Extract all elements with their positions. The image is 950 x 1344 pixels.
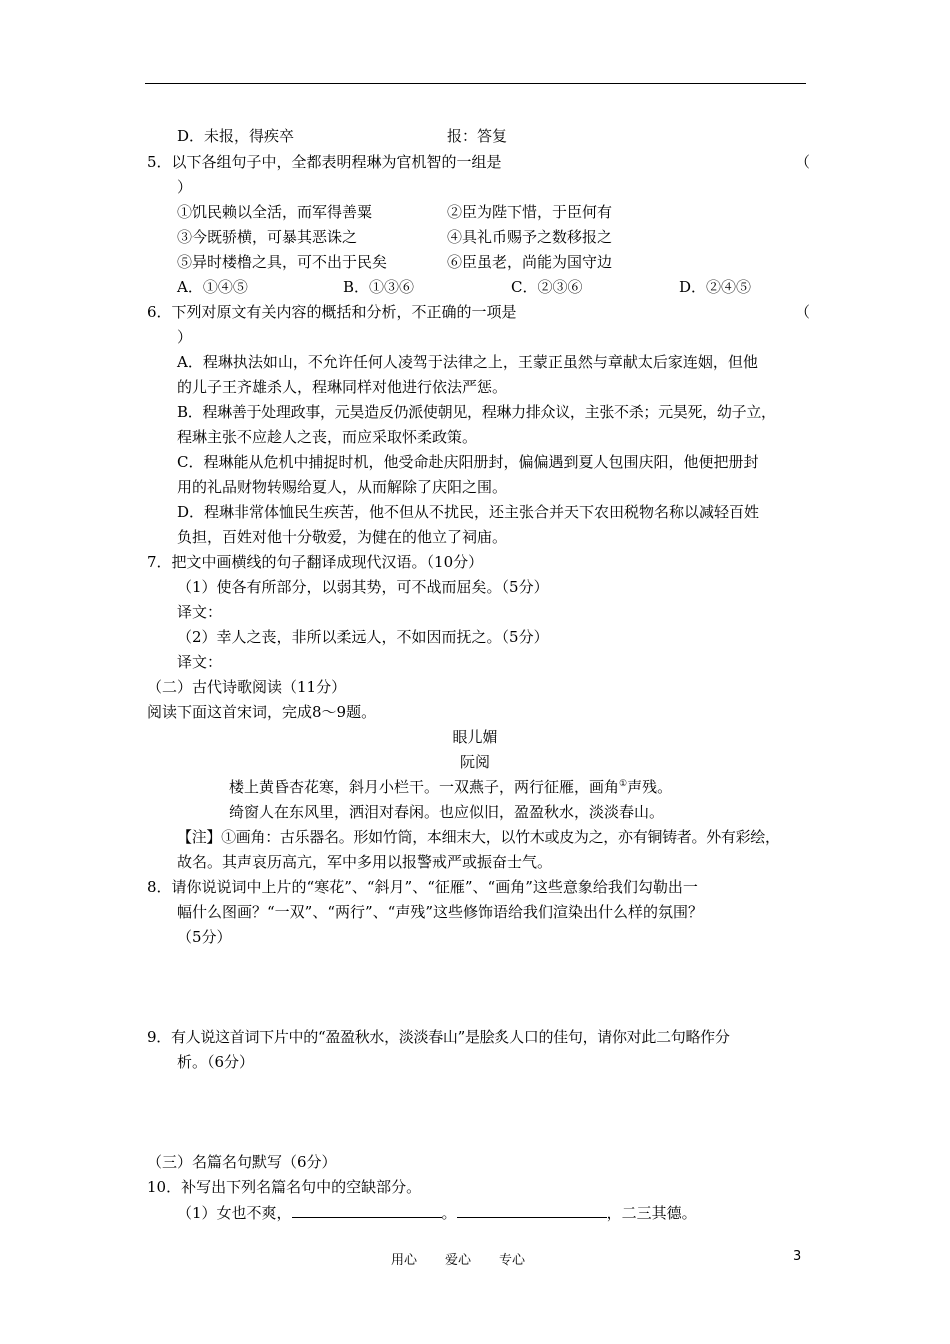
q8-line-1: 8．请你说说词中上片的“寒花”、“斜月”、“征雁”、“画角”这些意象给我们勾勒出一 (147, 878, 698, 896)
q5-item-1: ①饥民赖以全活，而军得善粟 (177, 203, 373, 221)
q5-answer-paren-close: ） (177, 178, 193, 196)
q10-blank-1[interactable] (292, 1202, 442, 1218)
footer-word-3: 专心 (499, 1253, 526, 1268)
footer-word-1: 用心 (391, 1253, 418, 1268)
q5-item-6: ⑥臣虽老，尚能为国守边 (447, 253, 613, 271)
q9-line-1: 9．有人说这首词下片中的“盈盈秋水，淡淡春山”是脍炙人口的佳句，请你对此二句略作分 (147, 1028, 730, 1046)
q6-option-d: D．程琳非常体恤民生疾苦，他不但从不扰民，还主张合并天下农田税物名称以减轻百姓 (177, 503, 760, 521)
page-number: 3 (793, 1249, 802, 1264)
poem-note-line-1: 【注】①画角：古乐器名。形如竹筒，本细末大，以竹木或皮为之，亦有铜铸者。外有彩绘， (177, 828, 780, 846)
footer-motto (391, 1249, 553, 1268)
q8-line-3: （5分） (177, 928, 232, 946)
section-2-intro: 阅读下面这首宋词，完成8～9题。 (147, 703, 377, 721)
q6-option-b: B．程琳善于处理政事，元昊造反仍派使朝见，程琳力排众议，主张不杀；元昊死，幼子立， (177, 403, 776, 421)
q4-option-d: D．未报，得疾卒 (177, 127, 295, 145)
q7-translation-label-2: 译文： (177, 653, 223, 671)
q5-item-4: ④具礼币赐予之数移报之 (447, 228, 613, 246)
section-2-heading: （二）古代诗歌阅读（11分） (147, 678, 347, 696)
q10-item-1-prefix: （1）女也不爽， (177, 1204, 292, 1222)
poem-line-1-a: 楼上黄昏杏花寒，斜月小栏干。一双燕子，两行征雁，画角 (229, 778, 620, 796)
footer-word-2: 爱心 (445, 1253, 472, 1268)
q4-option-d-gloss: 报：答复 (447, 127, 508, 145)
q6-option-c: C．程琳能从危机中捕捉时机，他受命赴庆阳册封，偏偏遇到夏人包围庆阳，他便把册封 (177, 453, 759, 471)
q7-sentence-2: （2）幸人之丧，非所以柔远人，不如因而抚之。（5分） (177, 628, 549, 646)
poem-author: 阮阅 (459, 753, 490, 771)
q6-answer-paren-open: （ (795, 303, 811, 321)
q8-line-2: 幅什么图画？“一双”、“两行”、“声残”这些修饰语给我们渲染出什么样的氛围？ (177, 903, 704, 921)
q6-option-d-cont: 负担，百姓对他十分敬爱，为健在的他立了祠庙。 (177, 528, 508, 546)
q5-answer-paren-open: （ (795, 153, 811, 171)
q6-stem: 6．下列对原文有关内容的概括和分析，不正确的一项是 (147, 303, 517, 321)
q6-answer-paren-close: ） (177, 328, 193, 346)
poem-line-1 (229, 777, 672, 797)
q5-option-d: D．②④⑤ (679, 278, 752, 296)
q5-option-a: A．①④⑤ (177, 278, 248, 296)
q7-translation-label-1: 译文： (177, 603, 223, 621)
poem-line-1-b: 声残。 (627, 778, 673, 796)
q5-option-b: B．①③⑥ (343, 278, 415, 296)
q10-stem: 10．补写出下列名篇名句中的空缺部分。 (147, 1178, 422, 1196)
q5-item-3: ③今既骄横，可暴其恶诛之 (177, 228, 358, 246)
q10-item-1-mid: 。 (441, 1204, 457, 1222)
q6-option-a-cont: 的儿子王齐雄杀人，程琳同样对他进行依法严惩。 (177, 378, 508, 396)
q7-stem: 7．把文中画横线的句子翻译成现代汉语。（10分） (147, 553, 484, 571)
q9-line-2: 析。（6分） (177, 1053, 255, 1071)
q6-option-a: A．程琳执法如山，不允许任何人凌驾于法律之上，王蒙正虽然与章献太后家连姻，但他 (177, 353, 758, 371)
section-3-heading: （三）名篇名句默写（6分） (147, 1153, 337, 1171)
poem-title: 眼儿媚 (452, 728, 498, 746)
poem-note-marker: ① (619, 779, 628, 789)
q7-sentence-1: （1）使各有所部分，以弱其势，可不战而屈矣。（5分） (177, 578, 549, 596)
q10-item-1 (177, 1202, 697, 1222)
poem-note-line-2: 故名。其声哀历高亢，军中多用以报警戒严或振奋士气。 (177, 853, 553, 871)
q5-stem: 5．以下各组句子中，全都表明程琳为官机智的一组是 (147, 153, 502, 171)
q6-option-c-cont: 用的礼品财物转赐给夏人，从而解除了庆阳之围。 (177, 478, 508, 496)
poem-line-2: 绮窗人在东风里，洒泪对春闲。也应似旧，盈盈秋水，淡淡春山。 (229, 803, 665, 821)
header-rule (145, 83, 806, 84)
q5-item-5: ⑤异时楼橹之具，可不出于民矣 (177, 253, 388, 271)
q5-option-c: C．②③⑥ (511, 278, 583, 296)
q10-item-1-suffix: ，二三其德。 (606, 1204, 697, 1222)
q10-blank-2[interactable] (457, 1202, 607, 1218)
q6-option-b-cont: 程琳主张不应趁人之丧，而应采取怀柔政策。 (177, 428, 478, 446)
q5-item-2: ②臣为陛下惜，于臣何有 (447, 203, 613, 221)
